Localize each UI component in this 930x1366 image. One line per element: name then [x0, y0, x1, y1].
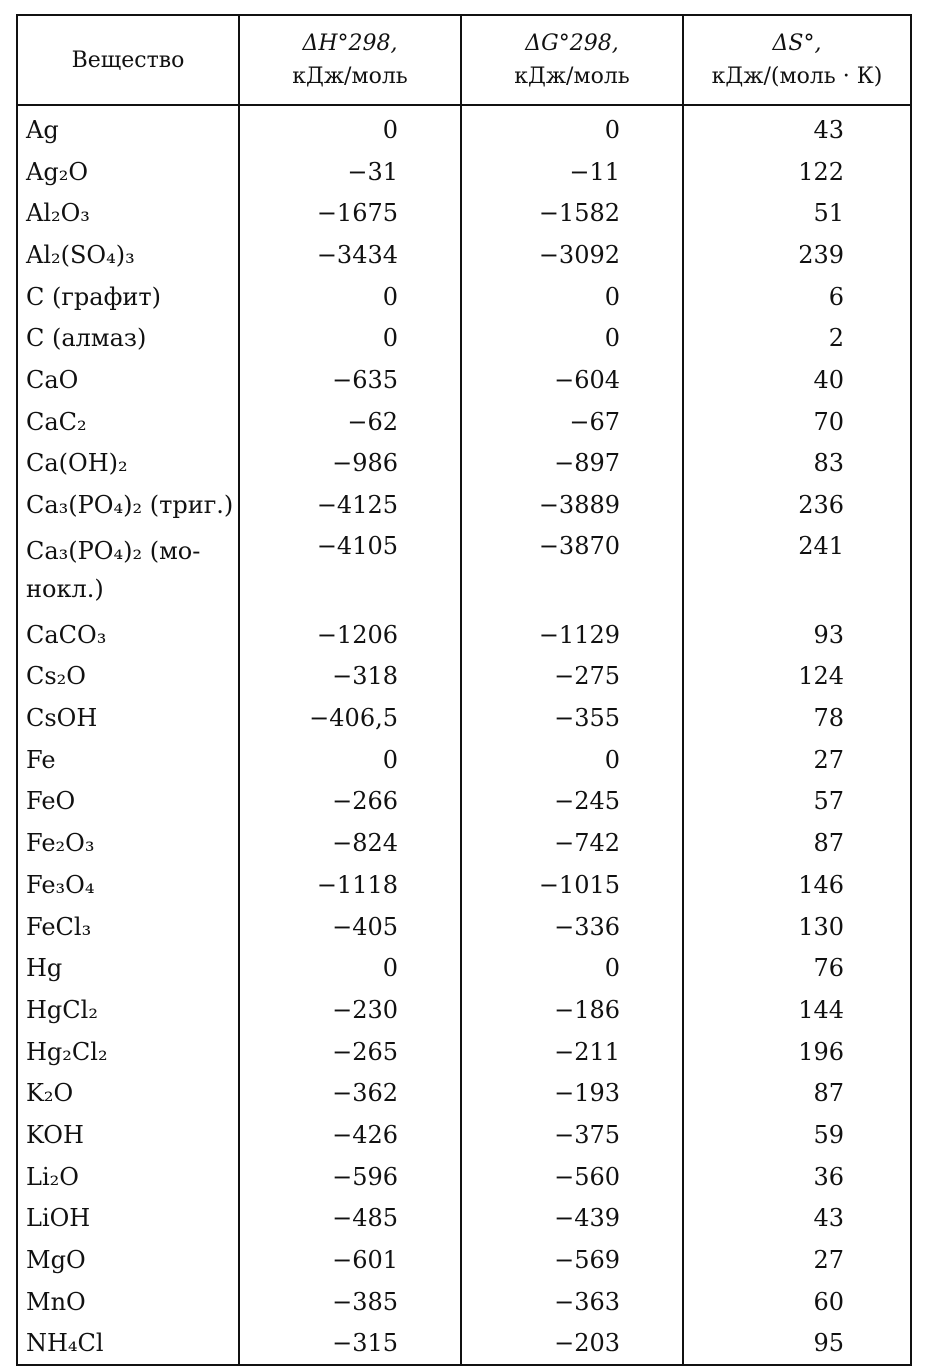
enthalpy-cell: −1206 — [239, 614, 461, 656]
gibbs-energy-cell: 0 — [461, 317, 683, 359]
enthalpy-cell: −315 — [239, 1323, 461, 1366]
substance-cell: Al₂O₃ — [17, 192, 239, 234]
gibbs-energy-cell: −569 — [461, 1239, 683, 1281]
entropy-cell: 76 — [683, 947, 911, 989]
table-row — [17, 947, 911, 989]
table-row — [17, 1281, 911, 1323]
gibbs-energy-cell: −336 — [461, 906, 683, 948]
substance-cell: MgO — [17, 1239, 239, 1281]
table-row — [17, 781, 911, 823]
table-row — [17, 656, 911, 698]
table-row — [17, 822, 911, 864]
header-gibbs-unit: кДж/моль — [514, 64, 630, 89]
entropy-cell: 27 — [683, 739, 911, 781]
entropy-cell: 70 — [683, 401, 911, 443]
gibbs-energy-cell: −1129 — [461, 614, 683, 656]
table-row — [17, 276, 911, 318]
entropy-cell: 40 — [683, 359, 911, 401]
header-entropy-unit: кДж/(моль · К) — [711, 64, 883, 89]
enthalpy-cell: −62 — [239, 401, 461, 443]
gibbs-energy-cell: −355 — [461, 697, 683, 739]
thermodynamic-data-table — [16, 14, 912, 1366]
enthalpy-cell: −362 — [239, 1072, 461, 1114]
substance-cell: Ca(OH)₂ — [17, 443, 239, 485]
gibbs-energy-cell: −742 — [461, 822, 683, 864]
table-header — [17, 15, 911, 105]
substance-cell: FeCl₃ — [17, 906, 239, 948]
enthalpy-cell: 0 — [239, 276, 461, 318]
table-row — [17, 401, 911, 443]
enthalpy-cell: −596 — [239, 1156, 461, 1198]
table-row — [17, 443, 911, 485]
entropy-cell: 6 — [683, 276, 911, 318]
entropy-cell: 93 — [683, 614, 911, 656]
enthalpy-cell: −1675 — [239, 192, 461, 234]
entropy-cell: 146 — [683, 864, 911, 906]
gibbs-energy-cell: −3889 — [461, 484, 683, 526]
entropy-cell: 130 — [683, 906, 911, 948]
entropy-cell: 36 — [683, 1156, 911, 1198]
enthalpy-cell: 0 — [239, 739, 461, 781]
gibbs-energy-cell: −1582 — [461, 192, 683, 234]
table-row — [17, 739, 911, 781]
gibbs-energy-cell: −439 — [461, 1198, 683, 1240]
enthalpy-cell: −405 — [239, 906, 461, 948]
gibbs-energy-cell: −67 — [461, 401, 683, 443]
entropy-cell: 196 — [683, 1031, 911, 1073]
table-row — [17, 234, 911, 276]
table-row — [17, 1072, 911, 1114]
gibbs-energy-cell: −363 — [461, 1281, 683, 1323]
substance-cell: LiOH — [17, 1198, 239, 1240]
substance-cell: Ag₂O — [17, 151, 239, 193]
substance-cell: FeO — [17, 781, 239, 823]
enthalpy-cell: −635 — [239, 359, 461, 401]
substance-cell: MnO — [17, 1281, 239, 1323]
table-row — [17, 864, 911, 906]
entropy-cell: 239 — [683, 234, 911, 276]
gibbs-energy-cell: 0 — [461, 105, 683, 151]
gibbs-energy-cell: 0 — [461, 739, 683, 781]
gibbs-energy-cell: −193 — [461, 1072, 683, 1114]
substance-cell: Cs₂O — [17, 656, 239, 698]
enthalpy-cell: 0 — [239, 947, 461, 989]
gibbs-energy-cell: −897 — [461, 443, 683, 485]
entropy-cell: 2 — [683, 317, 911, 359]
substance-cell: CaC₂ — [17, 401, 239, 443]
enthalpy-cell: −824 — [239, 822, 461, 864]
table-row — [17, 906, 911, 948]
entropy-cell: 51 — [683, 192, 911, 234]
table-row — [17, 192, 911, 234]
enthalpy-cell: −265 — [239, 1031, 461, 1073]
header-entropy — [683, 15, 911, 105]
entropy-cell: 78 — [683, 697, 911, 739]
entropy-cell: 236 — [683, 484, 911, 526]
substance-cell: KOH — [17, 1114, 239, 1156]
substance-cell: K₂O — [17, 1072, 239, 1114]
table-row — [17, 1198, 911, 1240]
enthalpy-cell: 0 — [239, 317, 461, 359]
header-gibbs-symbol: ΔG°298, — [525, 31, 619, 56]
gibbs-energy-cell: −211 — [461, 1031, 683, 1073]
table-body — [17, 105, 911, 1365]
substance-cell: CaO — [17, 359, 239, 401]
table-row — [17, 105, 911, 151]
substance-cell: Ag — [17, 105, 239, 151]
gibbs-energy-cell: −1015 — [461, 864, 683, 906]
entropy-cell: 87 — [683, 1072, 911, 1114]
substance-cell: C (графит) — [17, 276, 239, 318]
enthalpy-cell: −385 — [239, 1281, 461, 1323]
entropy-cell: 59 — [683, 1114, 911, 1156]
enthalpy-cell: −1118 — [239, 864, 461, 906]
table-row — [17, 1239, 911, 1281]
table-row — [17, 317, 911, 359]
substance-cell: Fe₂O₃ — [17, 822, 239, 864]
gibbs-energy-cell: 0 — [461, 947, 683, 989]
table-row — [17, 1323, 911, 1366]
substance-cell: NH₄Cl — [17, 1323, 239, 1366]
table-row — [17, 151, 911, 193]
table-row — [17, 1156, 911, 1198]
table-row — [17, 526, 911, 614]
header-substance-label: Вещество — [71, 47, 185, 73]
enthalpy-cell: −266 — [239, 781, 461, 823]
table-row — [17, 614, 911, 656]
enthalpy-cell: −230 — [239, 989, 461, 1031]
substance-cell: Ca₃(PO₄)₂ (мо- нокл.) — [17, 526, 239, 614]
entropy-cell: 124 — [683, 656, 911, 698]
entropy-cell: 57 — [683, 781, 911, 823]
gibbs-energy-cell: −604 — [461, 359, 683, 401]
header-enthalpy-unit: кДж/моль — [292, 64, 408, 89]
enthalpy-cell: 0 — [239, 105, 461, 151]
entropy-cell: 87 — [683, 822, 911, 864]
enthalpy-cell: −601 — [239, 1239, 461, 1281]
enthalpy-cell: −4125 — [239, 484, 461, 526]
enthalpy-cell: −426 — [239, 1114, 461, 1156]
substance-cell: HgCl₂ — [17, 989, 239, 1031]
entropy-cell: 60 — [683, 1281, 911, 1323]
header-entropy-symbol: ΔS°, — [772, 31, 822, 56]
header-enthalpy — [239, 15, 461, 105]
enthalpy-cell: −986 — [239, 443, 461, 485]
table-row — [17, 697, 911, 739]
entropy-cell: 144 — [683, 989, 911, 1031]
gibbs-energy-cell: −560 — [461, 1156, 683, 1198]
table-row — [17, 484, 911, 526]
table-row — [17, 1031, 911, 1073]
header-gibbs — [461, 15, 683, 105]
table-row — [17, 1114, 911, 1156]
gibbs-energy-cell: −375 — [461, 1114, 683, 1156]
substance-cell: Al₂(SO₄)₃ — [17, 234, 239, 276]
entropy-cell: 43 — [683, 105, 911, 151]
entropy-cell: 43 — [683, 1198, 911, 1240]
gibbs-energy-cell: −3870 — [461, 526, 683, 614]
substance-cell: CsOH — [17, 697, 239, 739]
entropy-cell: 241 — [683, 526, 911, 614]
substance-cell: Ca₃(PO₄)₂ (триг.) — [17, 484, 239, 526]
gibbs-energy-cell: −11 — [461, 151, 683, 193]
entropy-cell: 122 — [683, 151, 911, 193]
substance-cell: CaCO₃ — [17, 614, 239, 656]
enthalpy-cell: −3434 — [239, 234, 461, 276]
gibbs-energy-cell: 0 — [461, 276, 683, 318]
substance-cell: Fe — [17, 739, 239, 781]
substance-cell: Li₂O — [17, 1156, 239, 1198]
gibbs-energy-cell: −245 — [461, 781, 683, 823]
gibbs-energy-cell: −3092 — [461, 234, 683, 276]
entropy-cell: 27 — [683, 1239, 911, 1281]
enthalpy-cell: −31 — [239, 151, 461, 193]
enthalpy-cell: −4105 — [239, 526, 461, 614]
enthalpy-cell: −318 — [239, 656, 461, 698]
enthalpy-cell: −485 — [239, 1198, 461, 1240]
table-row — [17, 359, 911, 401]
entropy-cell: 83 — [683, 443, 911, 485]
table-row — [17, 989, 911, 1031]
gibbs-energy-cell: −275 — [461, 656, 683, 698]
enthalpy-cell: −406,5 — [239, 697, 461, 739]
substance-cell: Hg — [17, 947, 239, 989]
gibbs-energy-cell: −186 — [461, 989, 683, 1031]
header-row — [17, 15, 911, 105]
header-enthalpy-symbol: ΔH°298, — [302, 31, 398, 56]
gibbs-energy-cell: −203 — [461, 1323, 683, 1366]
substance-cell: Hg₂Cl₂ — [17, 1031, 239, 1073]
substance-cell: Fe₃O₄ — [17, 864, 239, 906]
substance-cell: C (алмаз) — [17, 317, 239, 359]
header-substance — [17, 15, 239, 105]
entropy-cell: 95 — [683, 1323, 911, 1366]
